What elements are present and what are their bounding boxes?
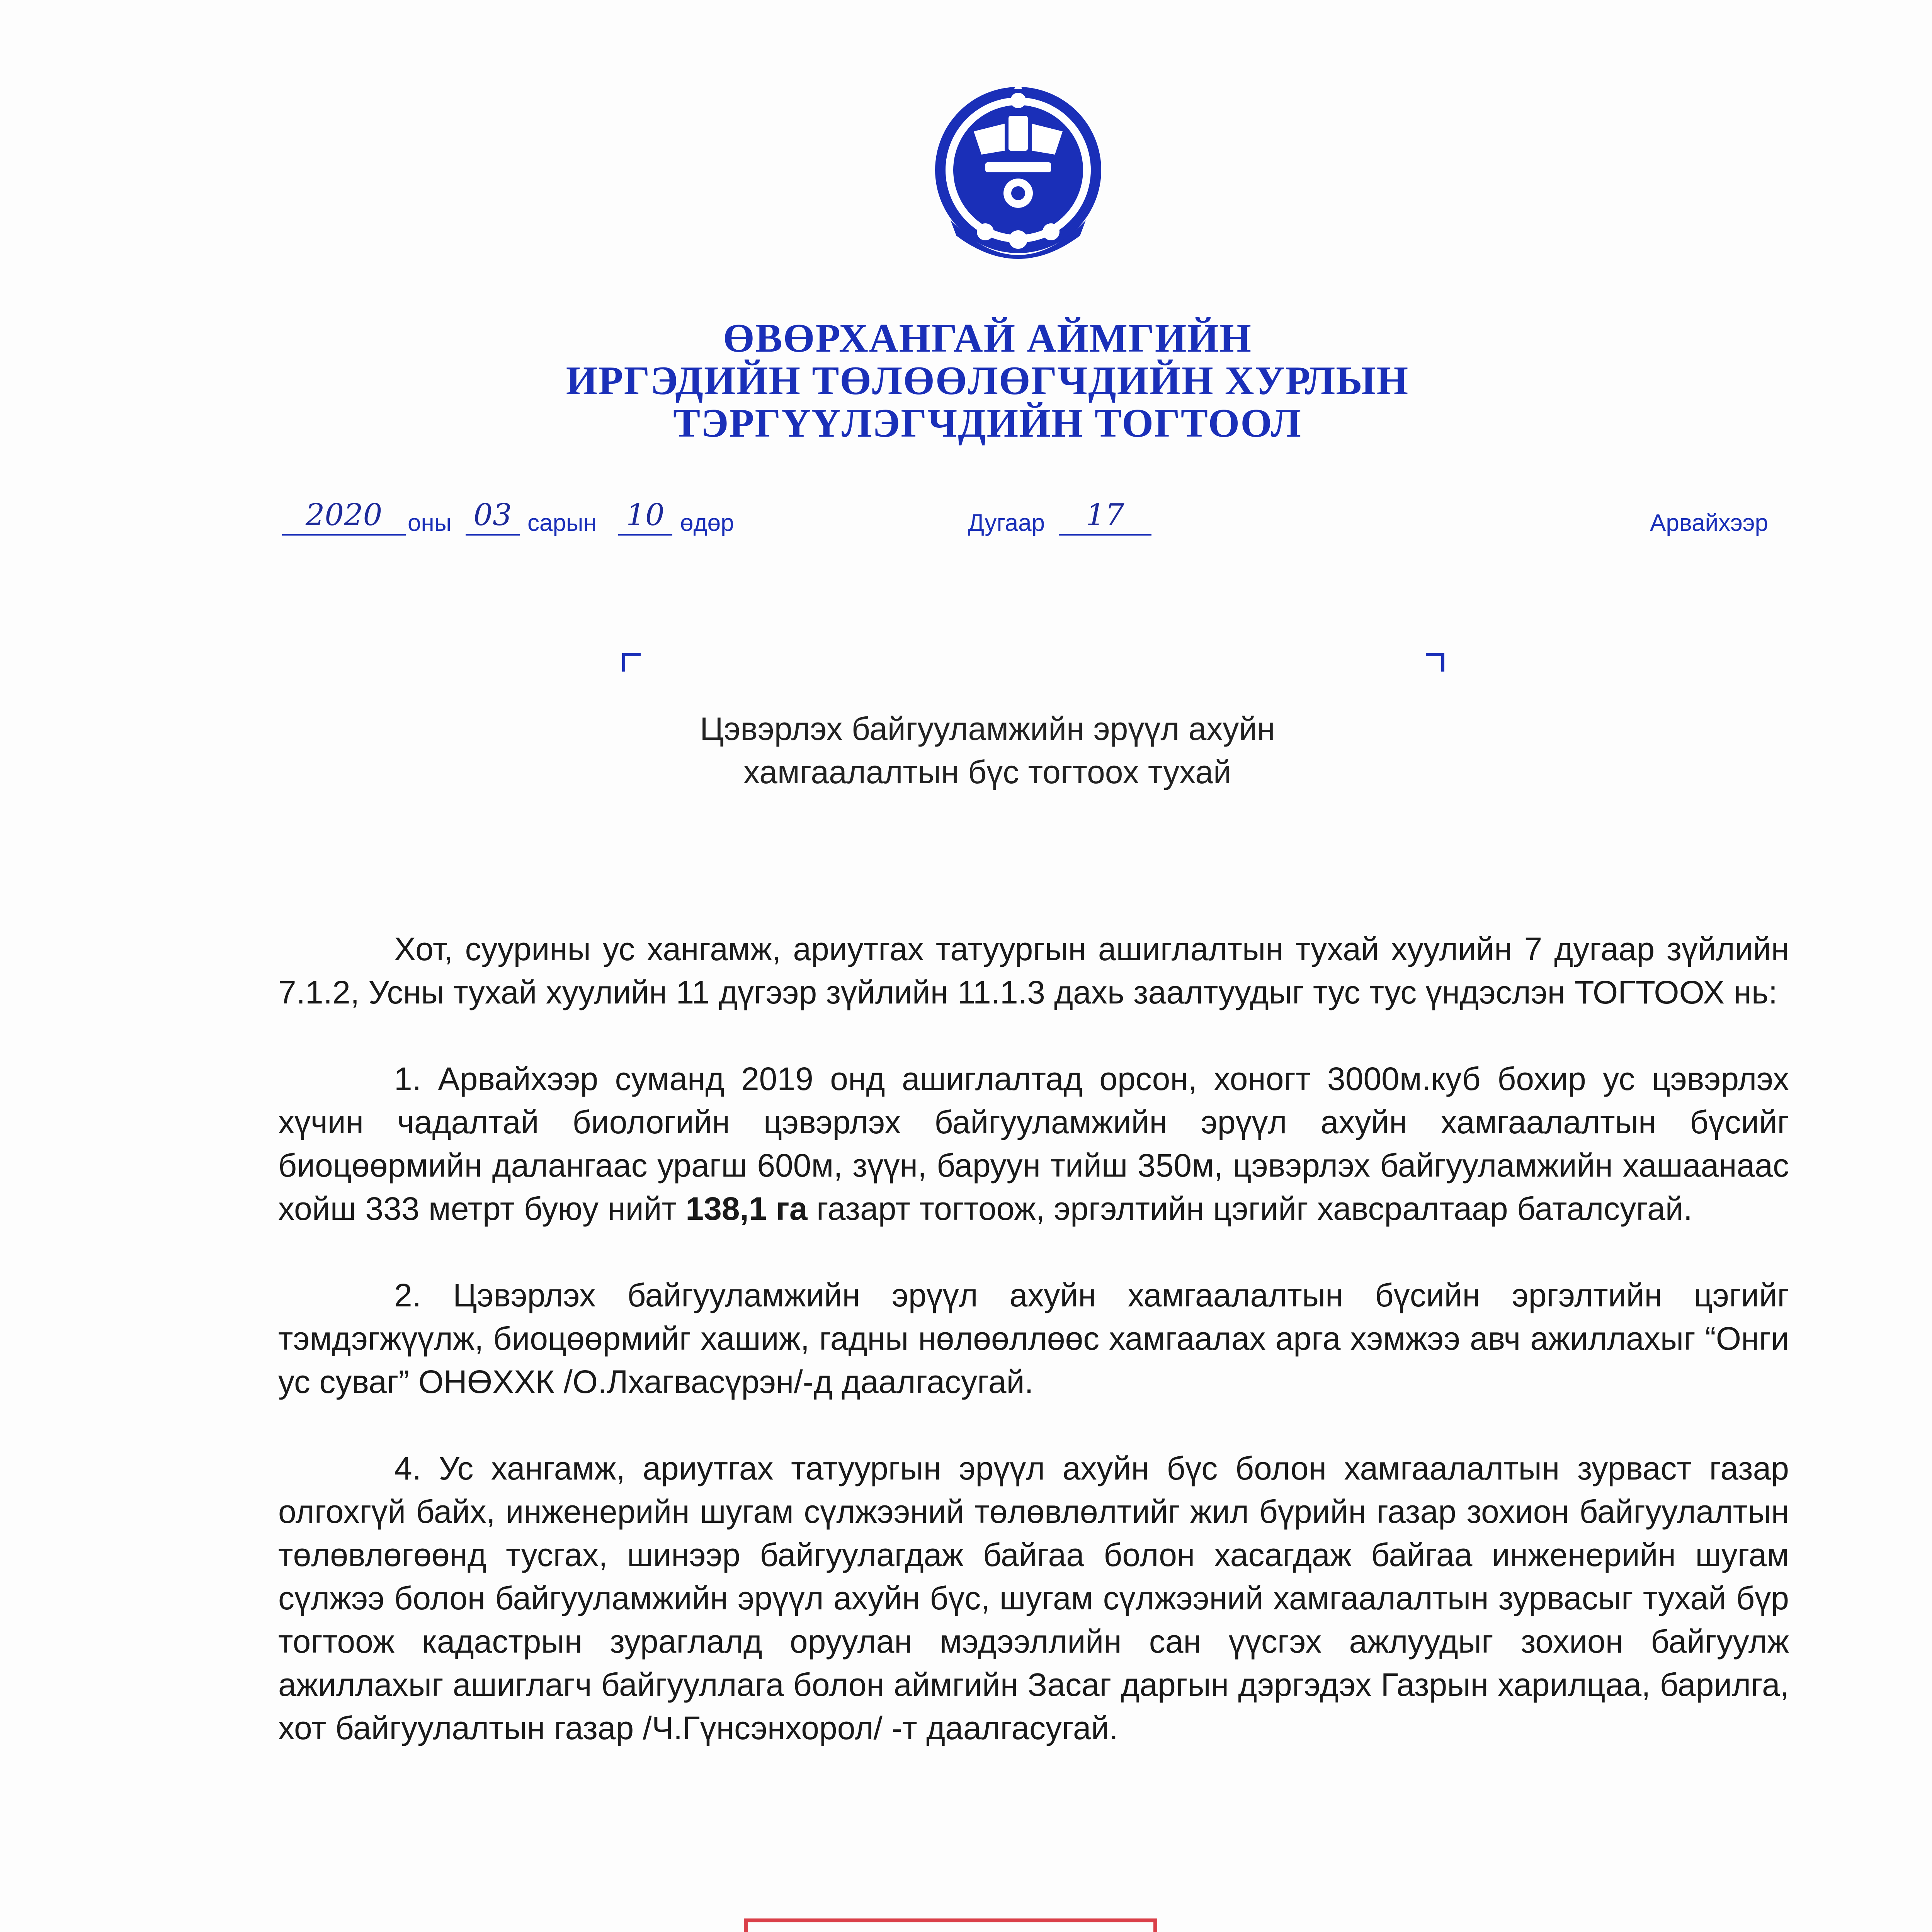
state-emblem-icon: [927, 73, 1109, 290]
date-line: [0, 498, 1932, 537]
date-month-suffix: сарын: [527, 510, 597, 536]
corner-mark-left: [622, 653, 641, 672]
heading-line-3: ТЭРГҮҮЛЭГЧДИЙН ТОГТООЛ: [673, 400, 1302, 446]
org-heading: [0, 317, 1932, 444]
preamble-paragraph: Хот, суурины ус хангамж, ариутгах татуургын ашиглалтын тухай хуулийн 7 дугаар зүйлийн 7.1.2, Усны тухай хуулийн 11 дүгээр зүйлийн 11.1.3 дахь заалтуудыг тус тус үндэслэн ТОГТООХ нь:: [278, 931, 1789, 1010]
date-month: 03: [466, 498, 520, 536]
document-body: [278, 927, 1789, 1793]
subject-line-1: Цэвэрлэх байгууламжийн эрүүл ахуйн: [700, 711, 1275, 747]
date-day-suffix: өдөр: [680, 510, 734, 536]
subject-line-2: хамгаалалтын бүс тогтоох тухай: [743, 754, 1231, 790]
corner-mark-right: [1426, 653, 1444, 672]
number-label: Дугаар: [968, 510, 1045, 536]
item-1-text-end: газарт тогтоож, эргэлтийн цэгийг хавсралтаар баталсугай.: [816, 1190, 1692, 1227]
item-1-area: 138,1 га: [685, 1190, 808, 1227]
item-4-paragraph: 4. Ус хангамж, ариутгах татуургын эрүүл ахуйн бүс болон хамгаалалтын зурваст газар олгохгүй байх, инженерийн шугам сүлжээний төлөвлөлтийг жил бүрийн газар зохион байгуулалтын төлөвлөгөөнд тусгах, шинээр байгуулагдаж байгаа болон хасагдаж байгаа инженерийн шугам сүлжээ болон байгууламжийн эрүүл ахуйн бүс, шугам сүлжээний хамгаалалтын зурвасыг тухай бүр тогтоож кадастрын зураглалд оруулан мэдээллийн сан үүсгэх ажлуудыг зохион байгуулж ажиллахыг ашиглагч байгууллага болон аймгийн Засаг даргын дэргэдэх Газрын харилцаа, барилга, хот байгуулалтын газар /Ч.Гүнсэнхорол/ -т даалгасугай.: [278, 1450, 1789, 1746]
place-name: Арвайхээр: [1650, 510, 1768, 536]
official-seal-icon: [742, 1917, 1159, 1932]
date-day: 10: [618, 498, 672, 536]
item-1-paragraph: [278, 1057, 1789, 1230]
date-year-suffix: оны: [408, 510, 452, 536]
date-year: 2020: [282, 498, 406, 536]
heading-line-2: ИРГЭДИЙН ТӨЛӨӨЛӨГЧДИЙН ХУРЛЫН: [566, 358, 1409, 403]
item-2-paragraph: 2. Цэвэрлэх байгууламжийн эрүүл ахуйн хамгаалалтын бүсийн эргэлтийн цэгийг тэмдэгжүүлж, биоцөөрмийг хашиж, гадны нөлөөллөөс хамгаалах арга хэмжээ авч ажиллахыг “Онги ус суваг” ОНӨХХК /О.Лхагвасүрэн/-д даалгасугай.: [278, 1277, 1789, 1400]
document-subject: [0, 707, 1932, 794]
item-1-text-start: 1. Арвайхээр суманд 2019 онд ашиглалтад орсон, хоногт 3000м.куб бохир ус цэвэрлэх хүчин чадалтай биологийн цэвэрлэх байгууламжийн эрүүл ахуйн хамгаалалтын бүсийг биоцөөрмийн далангаас урагш 600м, зүүн, баруун тийш 350м, цэвэрлэх байгууламжийн хашаанаас хойш 333 метрт буюу нийт: [278, 1061, 1789, 1227]
document-number: 17: [1059, 498, 1151, 536]
heading-line-1: ӨВӨРХАНГАЙ АЙМГИЙН: [723, 315, 1252, 361]
